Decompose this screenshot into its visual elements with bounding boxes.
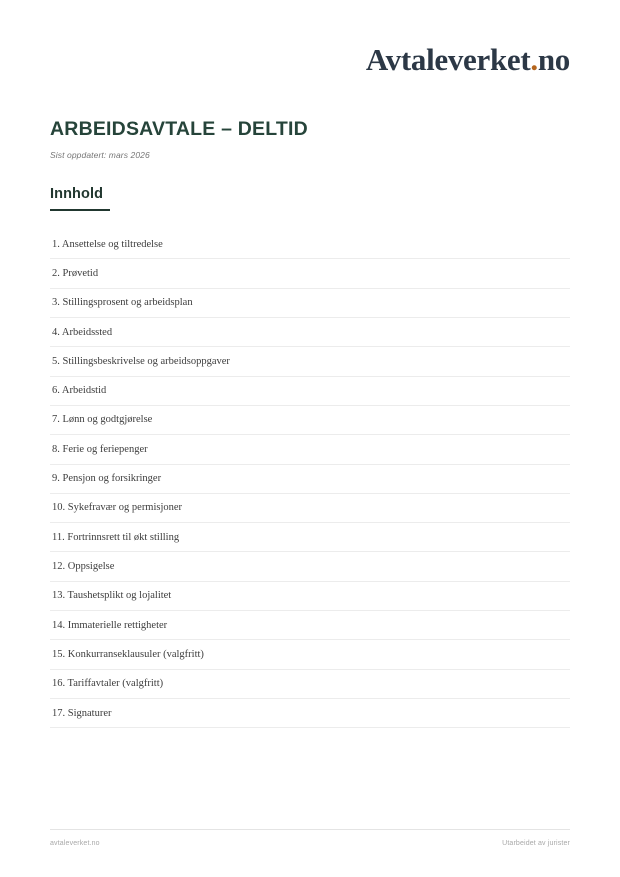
brand-logo[interactable] bbox=[366, 44, 570, 75]
brand-dot-icon: . bbox=[530, 42, 538, 77]
page-title: ARBEIDSAVTALE – DELTID bbox=[50, 118, 308, 140]
brand-name: Avtaleverket bbox=[365, 42, 531, 77]
toc-item[interactable]: 13. Taushetsplikt og lojalitet bbox=[50, 582, 570, 611]
toc-item[interactable]: 8. Ferie og feriepenger bbox=[50, 435, 570, 464]
page-footer bbox=[50, 829, 570, 847]
toc-item[interactable]: 3. Stillingsprosent og arbeidsplan bbox=[50, 289, 570, 318]
toc-item[interactable]: 12. Oppsigelse bbox=[50, 552, 570, 581]
toc-item[interactable]: 1. Ansettelse og tiltredelse bbox=[50, 230, 570, 259]
brand-tld: no bbox=[537, 42, 570, 77]
toc-item[interactable]: 2. Prøvetid bbox=[50, 259, 570, 288]
toc-item[interactable]: 9. Pensjon og forsikringer bbox=[50, 465, 570, 494]
toc-item[interactable]: 15. Konkurranseklausuler (valgfritt) bbox=[50, 640, 570, 669]
footer-site-label: avtaleverket.no bbox=[50, 840, 100, 847]
toc-heading-underline bbox=[50, 209, 110, 211]
last-updated-text: Sist oppdatert: mars 2026 bbox=[50, 150, 150, 160]
toc-item[interactable]: 11. Fortrinnsrett til økt stilling bbox=[50, 523, 570, 552]
brand-wordmark bbox=[366, 44, 570, 75]
toc-item[interactable]: 7. Lønn og godtgjørelse bbox=[50, 406, 570, 435]
footer-credit-label: Utarbeidet av jurister bbox=[502, 840, 570, 847]
page-content bbox=[50, 0, 570, 877]
toc-item[interactable]: 14. Immaterielle rettigheter bbox=[50, 611, 570, 640]
toc-item[interactable]: 5. Stillingsbeskrivelse og arbeidsoppgaver bbox=[50, 347, 570, 376]
toc-item[interactable]: 17. Signaturer bbox=[50, 699, 570, 728]
table-of-contents bbox=[50, 230, 570, 728]
toc-item[interactable]: 10. Sykefravær og permisjoner bbox=[50, 494, 570, 523]
toc-item[interactable]: 16. Tariffavtaler (valgfritt) bbox=[50, 670, 570, 699]
toc-heading-group bbox=[50, 186, 110, 211]
toc-item[interactable]: 6. Arbeidstid bbox=[50, 377, 570, 406]
toc-heading: Innhold bbox=[50, 186, 104, 202]
toc-item[interactable]: 4. Arbeidssted bbox=[50, 318, 570, 347]
